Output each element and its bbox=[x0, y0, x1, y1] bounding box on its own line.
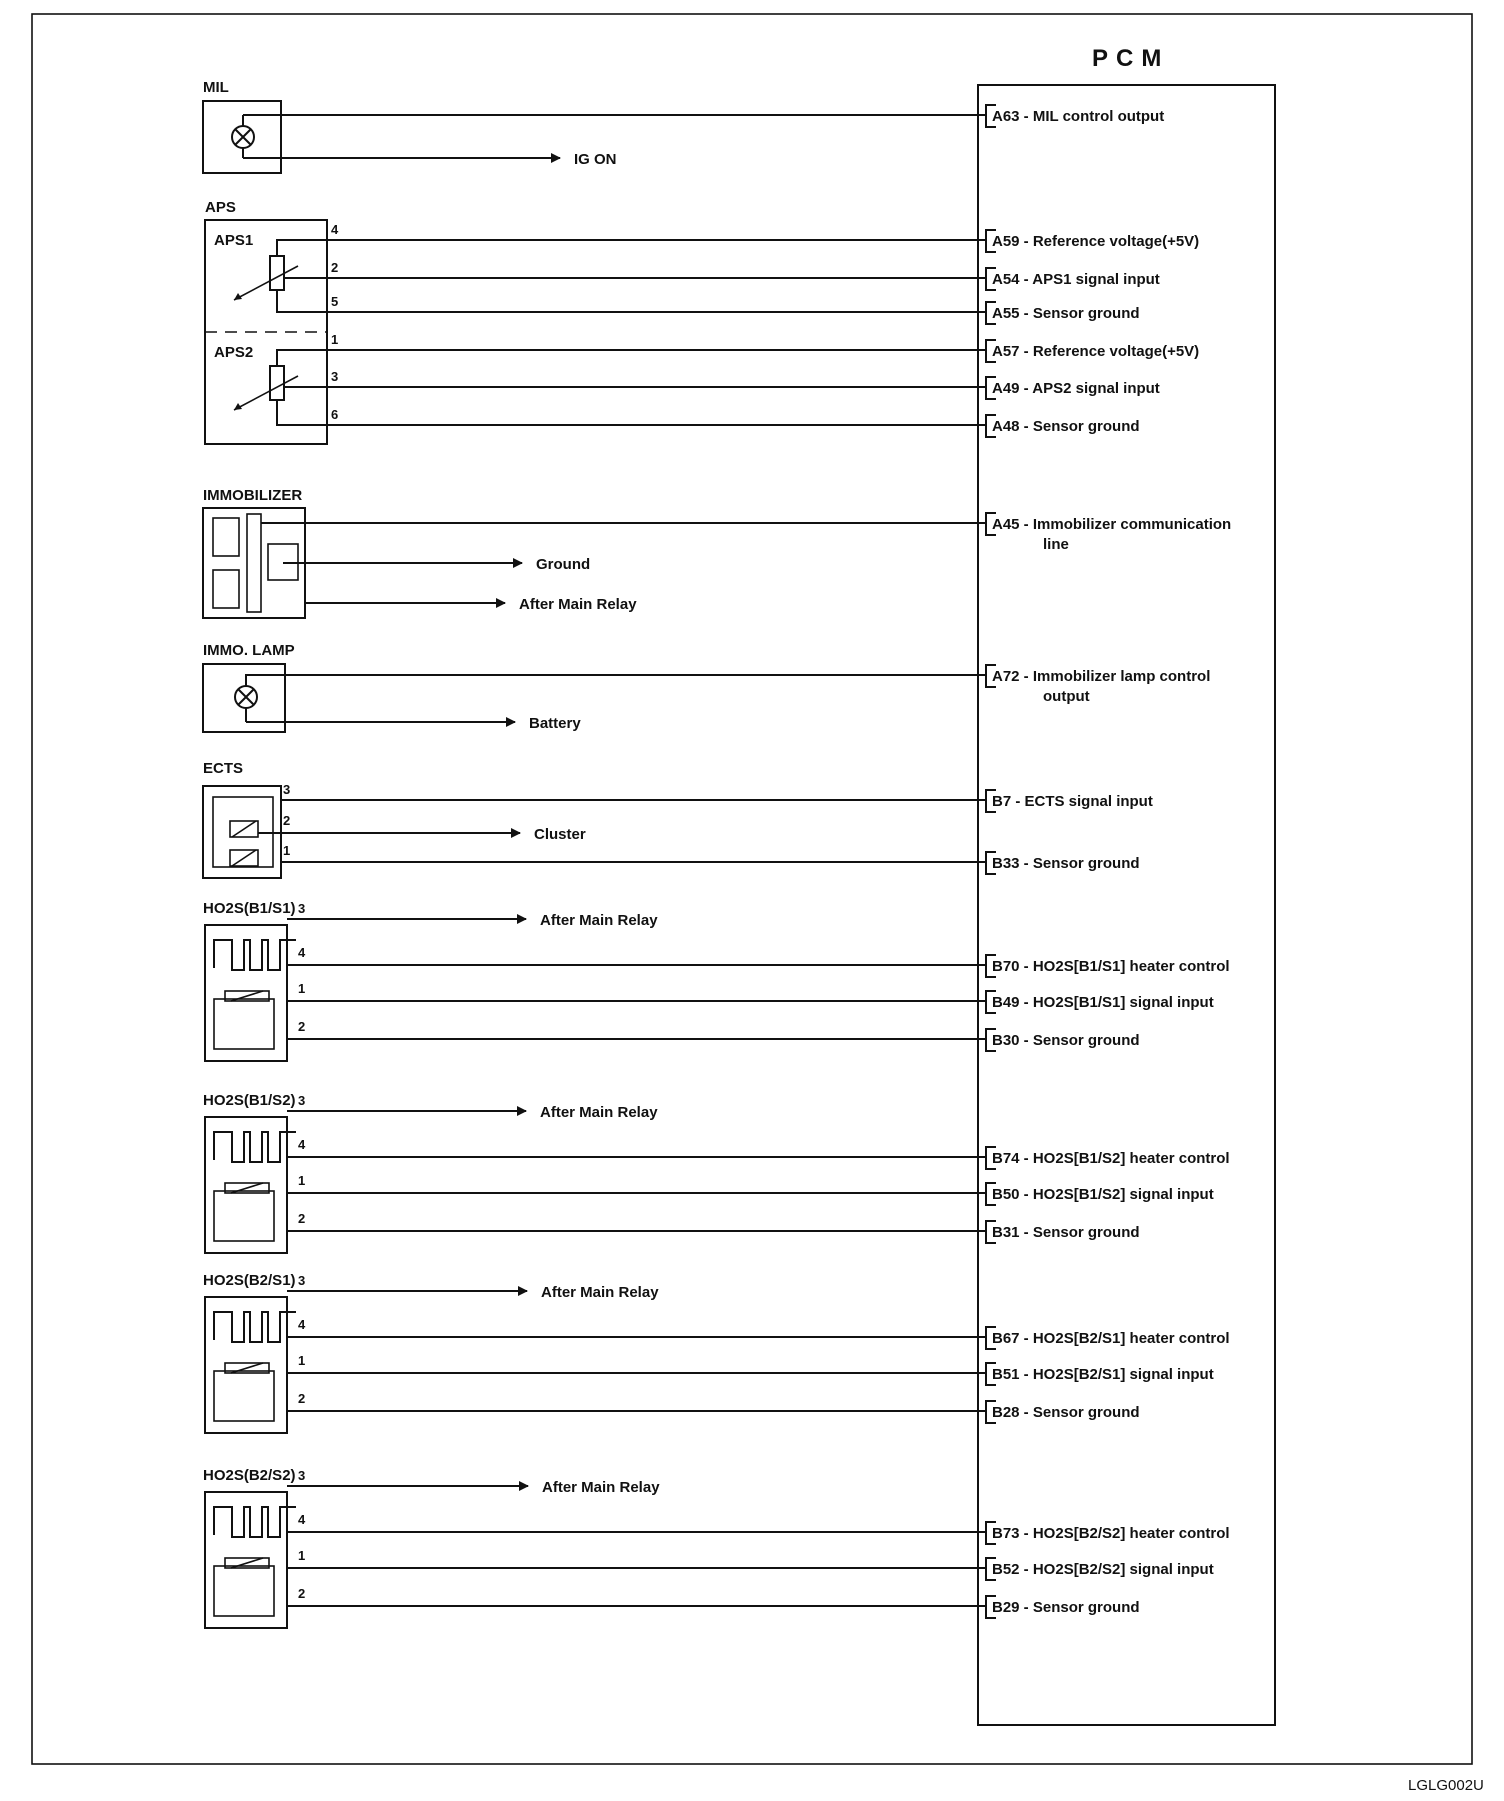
pin-number-ho2s_b2s1-2: 2 bbox=[298, 1391, 306, 1406]
thermistor-icon-2-slash bbox=[232, 850, 256, 866]
pcm-terminal-label-ects-1: B33 - Sensor ground bbox=[992, 855, 1140, 872]
pin-number-ho2s_b1s2-0: 4 bbox=[298, 1137, 306, 1152]
pin-number-aps-4: 3 bbox=[331, 369, 339, 384]
thermistor-icon-1-slash bbox=[232, 821, 256, 837]
pin-number-ho2s_b1s1-2: 2 bbox=[298, 1019, 306, 1034]
pin-number-ho2s_b2s1-0: 4 bbox=[298, 1317, 306, 1332]
pcm-terminal-label-aps-5: A48 - Sensor ground bbox=[992, 418, 1140, 435]
heater-icon-ho2s_b2s1 bbox=[214, 1312, 296, 1342]
aps2-lead-bot bbox=[277, 400, 327, 425]
potentiometer-icon-aps2-wiper bbox=[234, 376, 298, 410]
component-label-mil: MIL bbox=[203, 79, 229, 96]
pin-number-ho2s_b2s2-1: 1 bbox=[298, 1548, 306, 1563]
pin-number-aps-3: 1 bbox=[331, 332, 339, 347]
pin-number-aps-0: 4 bbox=[331, 222, 339, 237]
pcm-terminal-label-ects-0: B7 - ECTS signal input bbox=[992, 793, 1153, 810]
pin-number-ho2s_b1s2-2: 2 bbox=[298, 1211, 306, 1226]
pin-number-ho2s_b2s1-1: 1 bbox=[298, 1353, 306, 1368]
pin-number-ects-out: 2 bbox=[283, 813, 291, 828]
component-label-ho2s-b1s2: HO2S(B1/S2) bbox=[203, 1092, 296, 1109]
component-label-immo-lamp: IMMO. LAMP bbox=[203, 642, 295, 659]
component-label-ho2s-b2s1: HO2S(B2/S1) bbox=[203, 1272, 296, 1289]
pin-number-aps-2: 5 bbox=[331, 294, 339, 309]
page-frame bbox=[32, 14, 1472, 1764]
pcm-terminal-label-aps-4: A49 - APS2 signal input bbox=[992, 380, 1160, 397]
pcm-terminal-label-ho2s_b2s2-2: B29 - Sensor ground bbox=[992, 1599, 1140, 1616]
potentiometer-icon-aps1 bbox=[270, 256, 284, 290]
pin-number-ho2s_b2s2-out: 3 bbox=[298, 1468, 306, 1483]
pcm-terminal-label-ho2s_b1s2-0: B74 - HO2S[B1/S2] heater control bbox=[992, 1150, 1230, 1167]
immo-lead-top bbox=[246, 675, 285, 686]
pcm-terminal-label-aps-0: A59 - Reference voltage(+5V) bbox=[992, 233, 1200, 250]
output-label-mil-0: IG ON bbox=[574, 151, 617, 168]
pin-number-ho2s_b1s2-1: 1 bbox=[298, 1173, 306, 1188]
pcm-terminal-label2-immobilizer-0: line bbox=[1043, 536, 1069, 553]
immobilizer-block-1 bbox=[213, 518, 239, 556]
output-label-ho2s_b2s1-0: After Main Relay bbox=[541, 1284, 659, 1301]
output-label-ho2s_b1s2-0: After Main Relay bbox=[540, 1104, 658, 1121]
heater-icon-ho2s_b2s2 bbox=[214, 1507, 296, 1537]
pcm-terminal-label-ho2s_b1s2-1: B50 - HO2S[B1/S2] signal input bbox=[992, 1186, 1214, 1203]
aps1-lead-bot bbox=[277, 290, 327, 312]
ho2s_b1s2-sensor-body bbox=[214, 1191, 274, 1241]
immobilizer-block-2 bbox=[213, 570, 239, 608]
pin-number-ho2s_b1s1-0: 4 bbox=[298, 945, 306, 960]
pin-number-ho2s_b1s2-out: 3 bbox=[298, 1093, 306, 1108]
pcm-box bbox=[978, 85, 1275, 1725]
pcm-terminal-label-ho2s_b1s1-0: B70 - HO2S[B1/S1] heater control bbox=[992, 958, 1230, 975]
aps2-lead-top bbox=[277, 350, 327, 366]
pin-number-aps-1: 2 bbox=[331, 260, 339, 275]
pcm-terminal-label-immobilizer-0: A45 - Immobilizer communication bbox=[992, 516, 1232, 533]
potentiometer-icon-aps1-wiper bbox=[234, 266, 298, 300]
pcm-terminal-label-aps-2: A55 - Sensor ground bbox=[992, 305, 1140, 322]
pin-number-ho2s_b1s1-1: 1 bbox=[298, 981, 306, 996]
pcm-terminal-label2-immo_lamp-0: output bbox=[1043, 688, 1090, 705]
pcm-terminal-label-ho2s_b2s1-1: B51 - HO2S[B2/S1] signal input bbox=[992, 1366, 1214, 1383]
pcm-terminal-label-mil-0: A63 - MIL control output bbox=[992, 108, 1165, 125]
pin-number-ho2s_b2s1-out: 3 bbox=[298, 1273, 306, 1288]
pin-number-ects-0: 3 bbox=[283, 782, 291, 797]
component-label-ects: ECTS bbox=[203, 760, 244, 777]
heater-icon-ho2s_b1s2 bbox=[214, 1132, 296, 1162]
pin-number-ects-1: 1 bbox=[283, 843, 291, 858]
pin-number-ho2s_b1s1-out: 3 bbox=[298, 901, 306, 916]
pin-number-ho2s_b2s2-2: 2 bbox=[298, 1586, 306, 1601]
ho2s_b2s1-sensor-body bbox=[214, 1371, 274, 1421]
output-label-ho2s_b1s1-0: After Main Relay bbox=[540, 912, 658, 929]
pin-number-aps-5: 6 bbox=[331, 407, 339, 422]
ho2s_b1s1-sensor-body bbox=[214, 999, 274, 1049]
pcm-terminal-label-ho2s_b2s2-0: B73 - HO2S[B2/S2] heater control bbox=[992, 1525, 1230, 1542]
output-label-immobilizer-1: After Main Relay bbox=[519, 596, 637, 613]
pcm-terminal-label-ho2s_b1s2-2: B31 - Sensor ground bbox=[992, 1224, 1140, 1241]
pcm-terminal-label-ho2s_b2s2-1: B52 - HO2S[B2/S2] signal input bbox=[992, 1561, 1214, 1578]
component-label-ho2s-b1s1: HO2S(B1/S1) bbox=[203, 900, 296, 917]
output-label-ho2s_b2s2-0: After Main Relay bbox=[542, 1479, 660, 1496]
immobilizer-bar bbox=[247, 514, 261, 612]
ho2s_b2s2-sensor-body bbox=[214, 1566, 274, 1616]
component-label-aps: APS bbox=[205, 199, 236, 216]
pcm-terminal-label-ho2s_b2s1-0: B67 - HO2S[B2/S1] heater control bbox=[992, 1330, 1230, 1347]
pcm-terminal-label-aps-1: A54 - APS1 signal input bbox=[992, 271, 1160, 288]
component-label-ho2s-b2s2: HO2S(B2/S2) bbox=[203, 1467, 296, 1484]
aps1-lead-top bbox=[277, 240, 327, 256]
output-label-immo_lamp-0: Battery bbox=[529, 715, 581, 732]
pcm-terminal-label-immo_lamp-0: A72 - Immobilizer lamp control bbox=[992, 668, 1211, 685]
pcm-terminal-label-ho2s_b2s1-2: B28 - Sensor ground bbox=[992, 1404, 1140, 1421]
component-label-immobilizer: IMMOBILIZER bbox=[203, 487, 303, 504]
output-label-immobilizer-0: Ground bbox=[536, 556, 591, 573]
pin-number-ho2s_b2s2-0: 4 bbox=[298, 1512, 306, 1527]
component-sublabel-aps2: APS2 bbox=[214, 344, 254, 361]
pcm-title: PCM bbox=[1092, 45, 1170, 72]
reference-code: LGLG002U bbox=[1408, 1777, 1484, 1794]
output-label-ects-0: Cluster bbox=[534, 826, 586, 843]
pcm-terminal-label-ho2s_b1s1-1: B49 - HO2S[B1/S1] signal input bbox=[992, 994, 1214, 1011]
potentiometer-icon-aps2 bbox=[270, 366, 284, 400]
component-sublabel-aps1: APS1 bbox=[214, 232, 254, 249]
heater-icon-ho2s_b1s1 bbox=[214, 940, 296, 970]
pcm-terminal-label-ho2s_b1s1-2: B30 - Sensor ground bbox=[992, 1032, 1140, 1049]
pcm-terminal-label-aps-3: A57 - Reference voltage(+5V) bbox=[992, 343, 1200, 360]
